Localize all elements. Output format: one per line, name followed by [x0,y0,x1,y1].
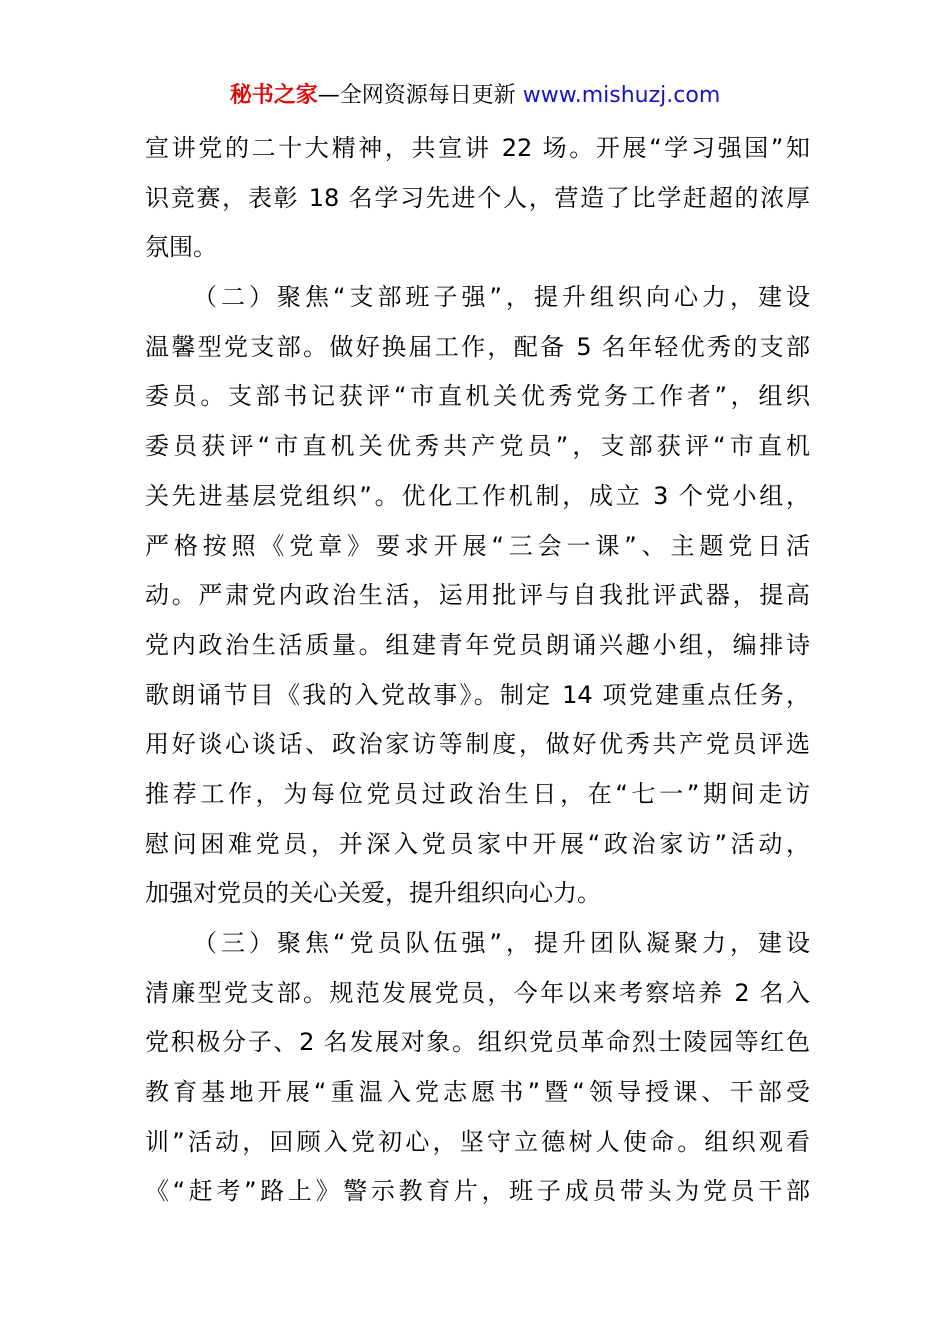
text-line: 委员。支部书记获评“市直机关优秀党务工作者”，组织 [145,382,810,411]
text-line: 动。严肃党内政治生活，运用批评与自我批评武器，提高 [145,581,810,610]
site-brand: 秘书之家 [229,83,318,108]
text-line: 宣讲党的二十大精神，共宣讲 22 场。开展“学习强国”知 [145,134,810,162]
text-line: 关先进基层党组织”。优化工作机制，成立 3 个党小组， [145,481,810,510]
site-header [0,80,950,112]
text-line: 委员获评“市直机关优秀共产党员”，支部获评“市直机 [145,432,810,461]
text-line: （三）聚焦“党员队伍强”，提升团队凝聚力，建设 [193,929,810,957]
text-line: （二）聚焦“支部班子强”，提升组织向心力，建设 [193,283,810,312]
document-body [145,124,810,1217]
site-url: www.mishuzj.com [522,83,721,108]
text-line: 歌朗诵节目《我的入党故事》。制定 14 项党建重点任务， [145,680,810,709]
text-line: 教育基地开展“重温入党志愿书”暨“领导授课、干部受 [145,1078,810,1107]
text-line: 用好谈心谈话、政治家访等制度，做好优秀共产党员评选 [145,730,810,759]
text-line: 严格按照《党章》要求开展“三会一课”、主题党日活 [145,531,810,560]
text-line: 党积极分子、2 名发展对象。组织党员革命烈士陵园等红色 [145,1028,810,1057]
text-line: 训”活动，回顾入党初心，坚守立德树人使命。组织观看 [145,1127,810,1156]
text-line: 清廉型党支部。规范发展党员，今年以来考察培养 2 名入 [145,978,810,1007]
text-line: 党内政治生活质量。组建青年党员朗诵兴趣小组，编排诗 [145,630,810,659]
text-line: 温馨型党支部。做好换届工作，配备 5 名年轻优秀的支部 [145,332,810,361]
text-line: 慰问困难党员，并深入党员家中开展“政治家访”活动， [145,829,810,858]
site-tagline: —全网资源每日更新 [317,83,523,108]
text-line: 加强对党员的关心关爱，提升组织向心力。 [145,879,601,908]
text-line: 推荐工作，为每位党员过政治生日，在“七一”期间走访 [145,779,810,808]
text-line: 氛围。 [145,233,217,262]
text-line: 《“赶考”路上》警示教育片，班子成员带头为党员干部 [145,1177,810,1206]
text-line: 识竞赛，表彰 18 名学习先进个人，营造了比学赶超的浓厚 [145,183,810,212]
